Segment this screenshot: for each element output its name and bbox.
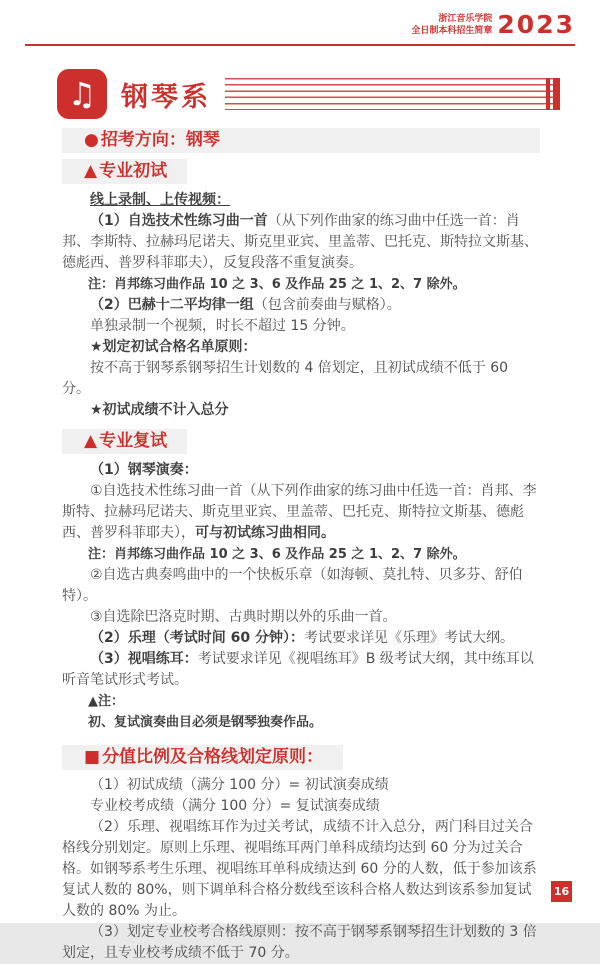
paragraph-music-theory (62, 628, 540, 649)
heading-score-ratio-label: 分值比例及合格线划定原则： (102, 747, 324, 767)
heading-retest-exam-label: 专业复试 (99, 431, 168, 451)
paragraph-free-piece: ③自选除巴洛克时期、古典时期以外的乐曲一首。 (90, 609, 397, 625)
brochure-title: 全日制本科招生简章 (411, 25, 493, 36)
paragraph-bach (62, 295, 540, 316)
note-solo-head: ▲注： (88, 694, 124, 709)
heading-score-ratio (62, 745, 343, 770)
paragraph-sight-singing-bold: （3）视唱练耳： (90, 651, 198, 667)
heading-retest-exam (62, 429, 187, 454)
header-divider (25, 44, 575, 46)
paragraph-prelim-score-formula: （1）初试成绩（满分 100 分）= 初试演奏成绩 (90, 777, 389, 793)
paragraph-prelim-passlist-principle (62, 337, 540, 358)
org-name: 浙江音乐学院 (438, 13, 493, 24)
paragraph-school-exam-formula: 专业校考成绩（满分 100 分）= 复试演奏成绩 (90, 798, 380, 814)
note-chopin-exclusion-1: 注：肖邦练习曲作品 10 之 3、6 及作品 25 之 1、2、7 除外。 (88, 277, 466, 292)
masthead-org (411, 13, 492, 37)
department-title-row (57, 68, 560, 120)
heading-admission-direction (62, 128, 540, 153)
note-chopin-exclusion-2: 注：肖邦练习曲作品 10 之 3、6 及作品 25 之 1、2、7 除外。 (88, 547, 466, 562)
paragraph-video-duration: 单独录制一个视频，时长不超过 15 分钟。 (90, 318, 355, 334)
masthead (411, 12, 575, 37)
staff-lines-decoration (225, 78, 560, 110)
paragraph-prelim-score-note-bold: ★初试成绩不计入总分 (90, 402, 229, 418)
page-number-badge: 16 (551, 881, 572, 902)
paragraph-prelim-etude (62, 211, 540, 274)
heading-preliminary-exam (62, 159, 187, 184)
note-solo-body: 初、复试演奏曲目必须是钢琴独奏作品。 (88, 715, 323, 730)
paragraph-music-theory-bold: （2）乐理（考试时间 60 分钟）： (90, 630, 304, 646)
paragraph-school-exam-passline: （3）划定专业校考合格线原则：按不高于钢琴系钢琴招生计划数的 3 倍划定，且专业校考成绩不低于 70 分。 (62, 924, 537, 961)
heading-admission-direction-label: 招考方向：钢琴 (100, 130, 220, 150)
circle-bullet-icon: ● (84, 130, 99, 150)
paragraph-music-theory-rest: 考试要求详见《乐理》考试大纲。 (303, 630, 514, 646)
square-bullet-icon: ■ (84, 747, 101, 767)
paragraph-retest-etude-normal: ①自选技术性练习曲一首（从下列作曲家的练习曲中任选一首：肖邦、李斯特、拉赫玛尼诺夫、斯克里亚宾、里盖蒂、巴托克、斯特拉文斯基、德彪西、普罗科菲耶夫）， (62, 483, 537, 541)
paragraph-bach-rest: （包含前奏曲与赋格）。 (253, 297, 401, 313)
paragraph-pass-exam-rules: （2）乐理、视唱练耳作为过关考试，成绩不计入总分，两门科目过关合格线分别划定。原则上乐理、视唱练耳两门单科成绩均达到 60 分为过关合格。如钢琴系考生乐理、视唱练耳单科成绩达到 60 分的人数，低于参加该系复试人数的 80%，则下调单科合格分数线至该科合格人数达到该系参加复试人数的 80% 为止。 (62, 819, 537, 919)
year-label: 2023 (497, 10, 575, 39)
paragraph-classical-sonata: ②自选古典奏鸣曲中的一个快板乐章（如海顿、莫扎特、贝多芬、舒伯特）。 (62, 567, 523, 604)
paragraph-prelim-score-note (62, 400, 540, 421)
heading-preliminary-exam-label: 专业初试 (99, 161, 168, 181)
paragraph-piano-performance-bold: （1）钢琴演奏： (90, 462, 198, 478)
paragraph-retest-etude-bold: 可与初试练习曲相同。 (195, 525, 335, 541)
paragraph-prelim-passlist-principle-bold: ★划定初试合格名单原则： (90, 339, 257, 355)
paragraph-retest-etude (62, 481, 540, 544)
triangle-bullet-icon: ▲ (84, 431, 98, 451)
paragraph-sight-singing-rest: 考试要求详见《视唱练耳》B 级考试大纲，其中练耳以听音笔试形式考试。 (62, 651, 534, 688)
paragraph-piano-performance (62, 460, 540, 481)
paragraph-bach-bold: （2）巴赫十二平均律一组 (90, 297, 254, 313)
content (62, 128, 540, 964)
paragraph-prelim-etude-rest: （从下列作曲家的练习曲中任选一首：肖邦、李斯特、拉赫玛尼诺夫、斯克里亚宾、里盖蒂、巴托克、斯特拉文斯基、德彪西、普罗科菲耶夫），反复段落不重复演奏。 (62, 213, 538, 271)
department-title: 钢琴系 (121, 81, 211, 113)
music-note-glyph: ♫ (67, 75, 97, 113)
paragraph-record-upload: 线上录制、上传视频： (90, 192, 230, 208)
paragraph-prelim-quota: 按不高于钢琴系钢琴招生计划数的 4 倍划定，且初试成绩不低于 60 分。 (62, 360, 509, 397)
paragraph-prelim-etude-bold: （1）自选技术性练习曲一首 (90, 213, 268, 229)
paragraph-sight-singing (62, 649, 540, 691)
triangle-bullet-icon: ▲ (84, 161, 98, 181)
music-note-icon (57, 69, 107, 119)
